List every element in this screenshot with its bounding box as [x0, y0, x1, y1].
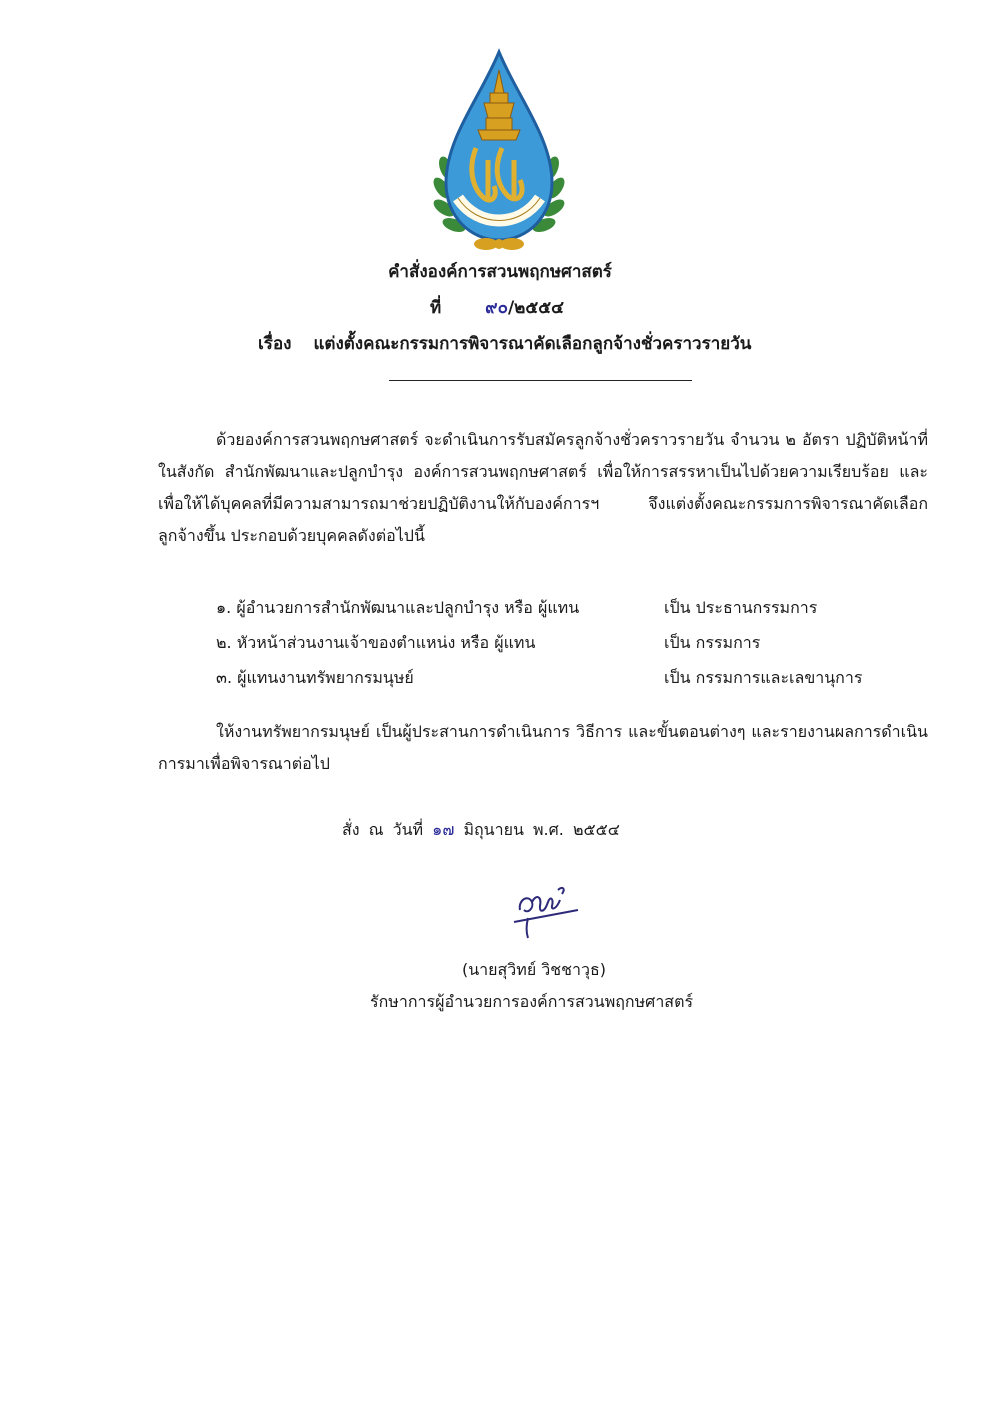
body-paragraph-intro — [158, 424, 928, 552]
committee-member-1: ๑. ผู้อำนวยการสำนักพัฒนาและปลูกบำรุง หรือ ผู้แทน — [216, 598, 580, 617]
signature-mark — [506, 880, 586, 940]
date-day: ๑๗ — [432, 820, 455, 839]
order-number-label: ที่ — [430, 298, 442, 318]
emblem-logo — [428, 48, 570, 258]
committee-role-2: เป็น กรรมการ — [664, 633, 761, 652]
order-subject — [258, 330, 751, 357]
date-suffix: มิถุนายน พ.ศ. ๒๕๕๔ — [463, 820, 620, 839]
committee-member-2: ๒. หัวหน้าส่วนงานเจ้าของตำแหน่ง หรือ ผู้แทน — [216, 633, 536, 652]
signer-position: รักษาการผู้อำนวยการองค์การสวนพฤกษศาสตร์ — [370, 992, 694, 1011]
body-paragraph-instruction — [158, 716, 928, 780]
subject-text: แต่งตั้งคณะกรรมการพิจารณาคัดเลือกลูกจ้างชั่วคราวรายวัน — [313, 334, 752, 354]
header-divider — [389, 380, 692, 381]
order-number-year: /๒๕๕๔ — [507, 298, 564, 318]
signer-name: (นายสุวิทย์ วิชชาวุธ) — [462, 960, 606, 979]
subject-label: เรื่อง — [258, 334, 292, 354]
committee-member-3: ๓. ผู้แทนงานทรัพยากรมนุษย์ — [216, 668, 414, 687]
instruction-text: ให้งานทรัพยากรมนุษย์ เป็นผู้ประสานการดำเนินการ วิธีการ และขั้นตอนต่างๆ และรายงานผลการดำเนินการมาเพื่อพิจารณาต่อไป — [158, 722, 928, 773]
order-number — [430, 294, 564, 321]
committee-role-1: เป็น ประธานกรรมการ — [664, 598, 818, 617]
date-prefix: สั่ง ณ วันที่ — [342, 820, 424, 839]
order-number-value: ๙๐ — [485, 298, 508, 318]
order-date — [342, 818, 620, 843]
order-title: คำสั่งองค์การสวนพฤกษศาสตร์ — [388, 262, 612, 282]
intro-text: ด้วยองค์การสวนพฤกษศาสตร์ จะดำเนินการรับสมัครลูกจ้างชั่วคราวรายวัน จำนวน ๒ อัตรา ปฏิบัติหน้าที่ในสังกัด สำนักพัฒนาและปลูกบำรุง องค์การสวนพฤกษศาสตร์ เพื่อให้การสรรหาเป็นไปด้วยความเรียบร้อย และเพื่อให้ได้บุคคลที่มีความสามารถมาช่วยปฏิบัติงานให้กับองค์การฯ จึงแต่งตั้งคณะกรรมการพิจารณาคัดเลือกลูกจ้างขึ้น ประกอบด้วยบุคคลดังต่อไปนี้ — [158, 430, 928, 545]
committee-role-3: เป็น กรรมการและเลขานุการ — [664, 668, 863, 687]
